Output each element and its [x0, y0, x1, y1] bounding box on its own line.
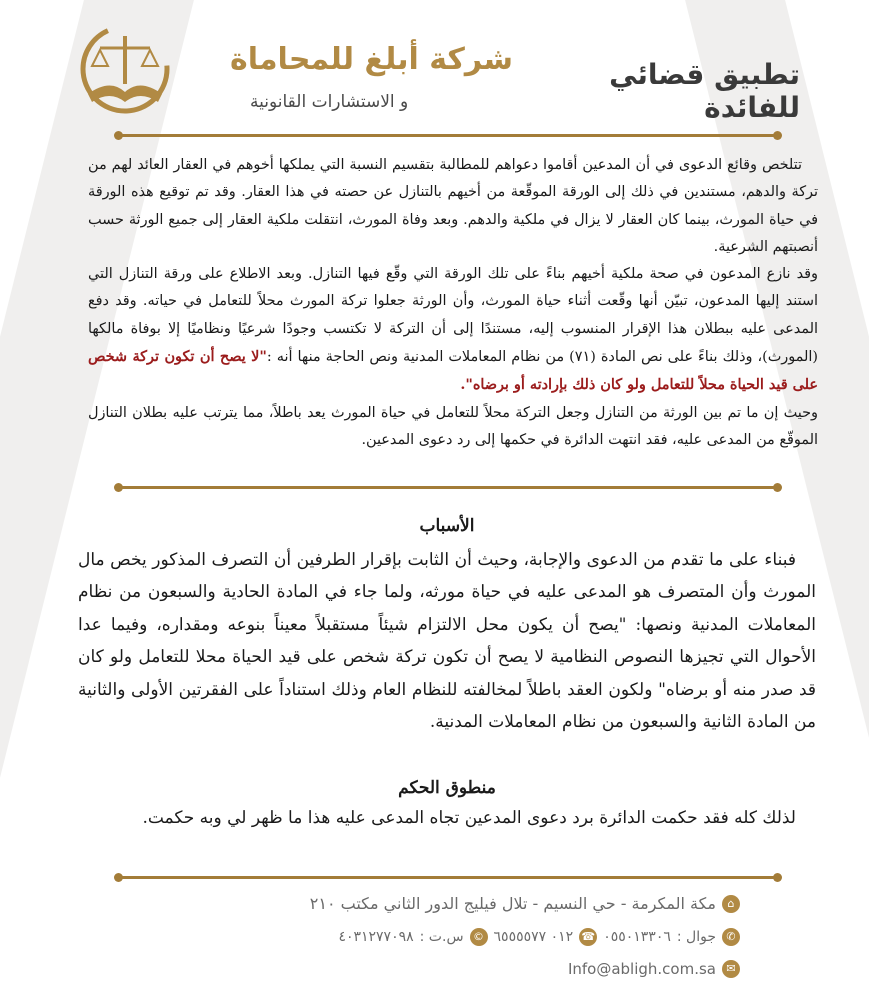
ruling-paragraph: لذلك كله فقد حكمت الدائرة برد دعوى المدعين تجاه المدعى عليه هذا ما ظهر لي وبه حكمت.: [142, 808, 796, 828]
reasons-section: [78, 516, 816, 738]
bg-stripe-right: [685, 0, 869, 994]
divider-middle: [118, 486, 778, 489]
facts-paragraph-2: [88, 261, 818, 399]
footer-email[interactable]: Info@abligh.com.sa: [567, 960, 716, 978]
telephone-icon: ☎: [579, 928, 597, 946]
facts-paragraph-1: تتلخص وقائع الدعوى في أن المدعين أقاموا دعواهم للمطالبة بتقسيم النسبة التي يملكها أخوهم في العقار العائد لهم من تركة والدهم، مستندين في ذلك إلى الورقة الموقّعة من أخيهم بالتنازل عن حصته في هذا العقار. وقد تم توقيع هذه الورقة في حياة المورث، بينما كان العقار لا يزال في ملكية والدهم. وبعد وفاة المورث، انتقلت ملكية العقار إلى جميع الورثة حسب أنصبتهم الشرعية.: [88, 157, 818, 255]
page-title: تطبيق قضائي للفائدة: [609, 58, 800, 124]
company-logo: [70, 14, 514, 124]
article-quote: "لا يصح أن تكون تركة شخص على قيد الحياة محلاً للتعامل ولو كان ذلك بإرادته أو برضاه".: [88, 348, 818, 394]
home-icon: ⌂: [722, 895, 740, 913]
facts-section: [88, 152, 818, 454]
email-icon: ✉: [722, 960, 740, 978]
footer-phone[interactable]: ٠١٢ ٦٥٥٥٥٧٧: [493, 929, 574, 945]
bg-stripe-left: [0, 0, 194, 994]
footer-cr-label: س.ت :: [419, 929, 464, 945]
footer-mobile-label: جوال :: [676, 929, 716, 945]
mobile-phone-icon: ✆: [722, 928, 740, 946]
footer-cr: ٤٠٣١٢٧٧٠٩٨: [338, 929, 414, 945]
facts-paragraph-3: وحيث إن ما تم بين الورثة من التنازل وجعل التركة محلاً للتعامل في حياة المورث يعد باطلاً، مما يترتب عليه بطلان التنازل الموقّع من المدعى عليه، فقد انتهت الدائرة في حكمها إلى رد دعوى المدعين.: [88, 404, 818, 448]
registration-icon: ©: [470, 928, 488, 946]
scales-of-justice-icon: [70, 14, 180, 124]
divider-top: [118, 134, 778, 137]
reasons-paragraph: فبناء على ما تقدم من الدعوى والإجابة، وحيث أن الثابت بإقرار الطرفين أن التصرف المذكور يخص مال المورث وأن المتصرف هو المدعى عليه في حياة مورثه، ولما جاء في المادة الحادية والسبعون من نظام المعاملات المدنية ونصها: "يصح أن يكون محل الالتزام شيئاً مستقبلاً معيناً بنوعه ومقداره، وفيما عدا الأحوال التي تجيزها النصوص النظامية لا يصح أن تكون تركة شخص على قيد الحياة محلا للتعامل ولو كان قد صدر منه أو برضاه" ولكون العقد باطلاً لمخالفته للنظام العام وذلك استناداً على الفقرتين الأولى والثانية من المادة الثانية والسبعون من نظام المعاملات المدنية.: [78, 550, 816, 733]
footer-address-line: [310, 894, 740, 913]
footer-address: مكة المكرمة - حي النسيم - تلال فيليج الدور الثاني مكتب ٢١٠: [309, 894, 716, 913]
footer-mobile[interactable]: ٠٥٥٠١٣٣٠٦: [603, 929, 671, 945]
facts-paragraph-2-text: وقد نازع المدعون في صحة ملكية أخيهم بناءً على تلك الورقة التي وقّع فيها التنازل. وبعد الاطلاع على ورقة التنازل التي استند إليها المدعون، تبيّن أنها وقّعت أثناء حياة المورث، وأن الورثة جعلوا تركة المورث محلاً للتعامل في حياته. وقد دفع المدعى عليه ببطلان هذا الإقرار المنسوب إليه، مستندًا إلى أن التركة لا تكتسب وجودًا شرعيًا ونظاميًا إلا بوفاة مالكها (المورث)، وذلك بناءً على نص المادة (٧١) من نظام المعاملات المدنية ونص الحاجة منها أنه :: [88, 266, 818, 366]
footer-phone-line: [338, 928, 740, 946]
divider-bottom: [118, 876, 778, 879]
logo-company-name: شركة أبلغ للمحاماة: [230, 42, 514, 77]
footer-email-line: [568, 960, 740, 978]
logo-company-subtitle: و الاستشارات القانونية: [250, 92, 409, 112]
reasons-heading: الأسباب: [419, 516, 475, 536]
ruling-heading: منطوق الحكم: [398, 778, 496, 798]
ruling-section: [78, 778, 816, 834]
